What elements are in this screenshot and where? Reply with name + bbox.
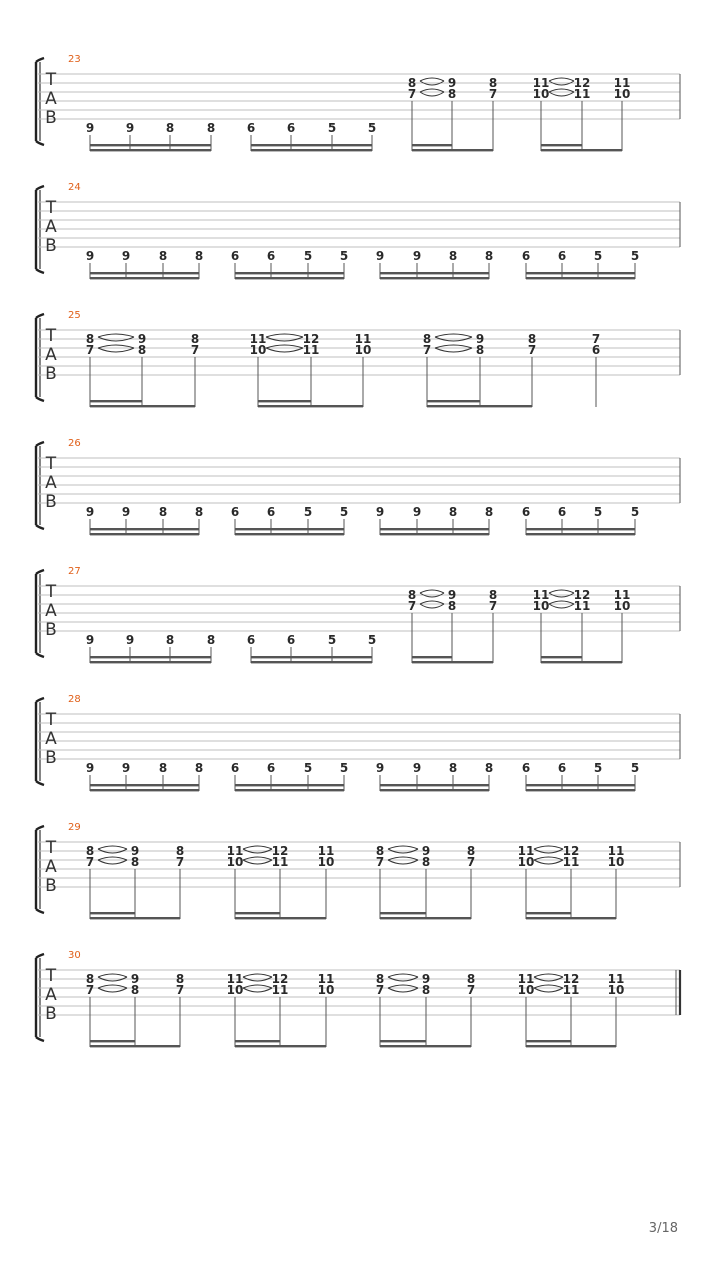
beam bbox=[412, 149, 493, 151]
fret-number: 9 bbox=[375, 505, 385, 519]
fret-number: 7 bbox=[85, 855, 95, 869]
slur-arc bbox=[549, 78, 574, 81]
slur-arc bbox=[388, 846, 418, 849]
measure-number: 23 bbox=[68, 54, 81, 65]
beam bbox=[90, 528, 199, 530]
fret-number: 8 bbox=[448, 505, 458, 519]
fret-number: 10 bbox=[532, 87, 550, 101]
slur-arc bbox=[98, 974, 127, 977]
tab-system bbox=[36, 438, 680, 535]
beam bbox=[90, 1045, 180, 1047]
beam bbox=[90, 400, 142, 402]
fret-number: 10 bbox=[517, 983, 535, 997]
fret-number: 9 bbox=[85, 121, 95, 135]
fret-number: 9 bbox=[475, 332, 485, 346]
slur-arc bbox=[549, 604, 574, 608]
fret-number: 6 bbox=[557, 249, 567, 263]
fret-number: 8 bbox=[447, 87, 457, 101]
fret-number: 6 bbox=[557, 505, 567, 519]
fret-number: 8 bbox=[484, 505, 494, 519]
fret-number: 8 bbox=[158, 249, 168, 263]
beam bbox=[380, 784, 489, 786]
beam bbox=[90, 277, 199, 279]
beam bbox=[541, 144, 582, 146]
beam bbox=[380, 533, 489, 535]
tab-system bbox=[36, 822, 680, 919]
fret-number: 12 bbox=[562, 972, 580, 986]
beam bbox=[235, 917, 326, 919]
slur-arc bbox=[388, 974, 418, 977]
beam bbox=[526, 784, 635, 786]
beam bbox=[526, 1040, 571, 1042]
fret-number: 5 bbox=[593, 761, 603, 775]
fret-number: 8 bbox=[466, 972, 476, 986]
fret-number: 5 bbox=[593, 505, 603, 519]
slur-arc bbox=[98, 846, 127, 849]
slur-arc bbox=[98, 334, 134, 337]
fret-number: 7 bbox=[466, 855, 476, 869]
beam bbox=[380, 1040, 426, 1042]
slur-arc bbox=[435, 334, 472, 337]
tab-clef-letter: A bbox=[45, 473, 57, 493]
beam bbox=[235, 533, 344, 535]
beam bbox=[526, 912, 571, 914]
fret-number: 6 bbox=[266, 761, 276, 775]
slur-arc bbox=[243, 846, 272, 849]
fret-number: 5 bbox=[303, 249, 313, 263]
fret-number: 9 bbox=[85, 633, 95, 647]
fret-number: 8 bbox=[375, 844, 385, 858]
beam bbox=[380, 277, 489, 279]
beam bbox=[235, 1045, 326, 1047]
fret-number: 9 bbox=[125, 121, 135, 135]
beam bbox=[251, 661, 372, 663]
fret-number: 11 bbox=[562, 855, 580, 869]
fret-number: 9 bbox=[447, 588, 457, 602]
fret-number: 8 bbox=[448, 761, 458, 775]
fret-number: 10 bbox=[226, 855, 244, 869]
beam bbox=[235, 784, 344, 786]
fret-number: 11 bbox=[271, 855, 289, 869]
fret-number: 9 bbox=[85, 761, 95, 775]
fret-number: 5 bbox=[593, 249, 603, 263]
fret-number: 8 bbox=[421, 983, 431, 997]
tab-clef-letter: B bbox=[45, 492, 57, 512]
fret-number: 8 bbox=[206, 121, 216, 135]
fret-number: 11 bbox=[573, 599, 591, 613]
fret-number: 9 bbox=[421, 972, 431, 986]
fret-number: 6 bbox=[246, 121, 256, 135]
fret-number: 6 bbox=[230, 505, 240, 519]
slur-arc bbox=[420, 92, 444, 96]
fret-number: 5 bbox=[327, 633, 337, 647]
tab-clef-letter: T bbox=[45, 710, 57, 730]
fret-number: 8 bbox=[165, 633, 175, 647]
beam bbox=[412, 661, 493, 663]
beam bbox=[235, 912, 280, 914]
fret-number: 8 bbox=[447, 599, 457, 613]
fret-number: 9 bbox=[421, 844, 431, 858]
tab-clef-letter: A bbox=[45, 89, 57, 109]
beam bbox=[90, 533, 199, 535]
fret-number: 7 bbox=[591, 332, 601, 346]
fret-number: 5 bbox=[630, 761, 640, 775]
tab-clef-letter: B bbox=[45, 364, 57, 384]
slur-arc bbox=[388, 988, 418, 992]
fret-number: 8 bbox=[488, 76, 498, 90]
fret-number: 7 bbox=[422, 343, 432, 357]
tab-system bbox=[36, 182, 680, 279]
fret-number: 8 bbox=[407, 588, 417, 602]
fret-number: 7 bbox=[190, 343, 200, 357]
beam bbox=[235, 277, 344, 279]
fret-number: 11 bbox=[271, 983, 289, 997]
beam bbox=[541, 661, 622, 663]
fret-number: 11 bbox=[249, 332, 267, 346]
fret-number: 9 bbox=[412, 249, 422, 263]
fret-number: 9 bbox=[121, 505, 131, 519]
fret-number: 10 bbox=[607, 855, 625, 869]
fret-number: 8 bbox=[158, 505, 168, 519]
tab-system bbox=[36, 694, 680, 791]
fret-number: 11 bbox=[532, 588, 550, 602]
fret-number: 5 bbox=[339, 505, 349, 519]
measure-number: 29 bbox=[68, 822, 81, 833]
fret-number: 12 bbox=[573, 76, 591, 90]
tab-clef-letter: B bbox=[45, 1004, 57, 1024]
fret-number: 8 bbox=[158, 761, 168, 775]
fret-number: 5 bbox=[630, 505, 640, 519]
fret-number: 8 bbox=[484, 761, 494, 775]
fret-number: 8 bbox=[475, 343, 485, 357]
tab-clef-letter: B bbox=[45, 748, 57, 768]
fret-number: 10 bbox=[226, 983, 244, 997]
measure-number: 25 bbox=[68, 310, 81, 321]
fret-number: 11 bbox=[607, 844, 625, 858]
tab-clef-letter: B bbox=[45, 108, 57, 128]
tab-clef-letter: T bbox=[45, 70, 57, 90]
slur-arc bbox=[243, 974, 272, 977]
beam bbox=[235, 1040, 280, 1042]
beam bbox=[380, 528, 489, 530]
fret-number: 8 bbox=[422, 332, 432, 346]
fret-number: 8 bbox=[421, 855, 431, 869]
beam bbox=[90, 149, 211, 151]
slur-arc bbox=[388, 860, 418, 864]
fret-number: 10 bbox=[613, 87, 631, 101]
fret-number: 11 bbox=[573, 87, 591, 101]
beam bbox=[251, 656, 372, 658]
beam bbox=[526, 528, 635, 530]
fret-number: 8 bbox=[206, 633, 216, 647]
fret-number: 12 bbox=[302, 332, 320, 346]
slur-arc bbox=[534, 860, 563, 864]
fret-number: 10 bbox=[613, 599, 631, 613]
page-number: 3/18 bbox=[648, 1221, 678, 1236]
fret-number: 12 bbox=[573, 588, 591, 602]
fret-number: 8 bbox=[130, 983, 140, 997]
fret-number: 5 bbox=[630, 249, 640, 263]
tab-clef-letter: T bbox=[45, 582, 57, 602]
beam bbox=[541, 149, 622, 151]
fret-number: 12 bbox=[271, 844, 289, 858]
fret-number: 9 bbox=[125, 633, 135, 647]
fret-number: 10 bbox=[317, 983, 335, 997]
tab-clef-letter: B bbox=[45, 876, 57, 896]
measure-number: 28 bbox=[68, 694, 81, 705]
beam bbox=[526, 1045, 616, 1047]
tab-clef-letter: B bbox=[45, 236, 57, 256]
fret-number: 8 bbox=[484, 249, 494, 263]
beam bbox=[526, 277, 635, 279]
fret-number: 9 bbox=[121, 249, 131, 263]
fret-number: 5 bbox=[303, 761, 313, 775]
fret-number: 8 bbox=[488, 588, 498, 602]
tab-clef-letter: A bbox=[45, 729, 57, 749]
fret-number: 8 bbox=[448, 249, 458, 263]
beam bbox=[251, 144, 372, 146]
tab-system bbox=[36, 310, 680, 407]
tab-clef-letter: A bbox=[45, 601, 57, 621]
fret-number: 11 bbox=[302, 343, 320, 357]
fret-number: 11 bbox=[613, 588, 631, 602]
beam bbox=[90, 144, 211, 146]
beam bbox=[90, 405, 195, 407]
fret-number: 8 bbox=[527, 332, 537, 346]
fret-number: 11 bbox=[226, 844, 244, 858]
fret-number: 7 bbox=[175, 983, 185, 997]
slur-arc bbox=[243, 860, 272, 864]
fret-number: 11 bbox=[317, 972, 335, 986]
fret-number: 9 bbox=[85, 505, 95, 519]
beam bbox=[541, 656, 582, 658]
slur-arc bbox=[420, 78, 444, 81]
fret-number: 7 bbox=[488, 87, 498, 101]
beam bbox=[90, 1040, 135, 1042]
slur-arc bbox=[266, 348, 303, 352]
fret-number: 8 bbox=[85, 972, 95, 986]
fret-number: 6 bbox=[286, 121, 296, 135]
tab-clef-letter: A bbox=[45, 217, 57, 237]
fret-number: 7 bbox=[407, 599, 417, 613]
fret-number: 7 bbox=[488, 599, 498, 613]
tab-clef-letter: A bbox=[45, 857, 57, 877]
beam bbox=[526, 272, 635, 274]
beam bbox=[412, 144, 452, 146]
fret-number: 6 bbox=[521, 761, 531, 775]
fret-number: 9 bbox=[412, 505, 422, 519]
fret-number: 6 bbox=[286, 633, 296, 647]
fret-number: 8 bbox=[137, 343, 147, 357]
fret-number: 11 bbox=[517, 844, 535, 858]
fret-number: 6 bbox=[557, 761, 567, 775]
beam bbox=[380, 272, 489, 274]
fret-number: 5 bbox=[303, 505, 313, 519]
fret-number: 10 bbox=[249, 343, 267, 357]
fret-number: 7 bbox=[85, 983, 95, 997]
fret-number: 7 bbox=[375, 983, 385, 997]
beam bbox=[258, 405, 363, 407]
fret-number: 11 bbox=[562, 983, 580, 997]
fret-number: 8 bbox=[194, 249, 204, 263]
slur-arc bbox=[243, 988, 272, 992]
tab-clef-letter: A bbox=[45, 345, 57, 365]
fret-number: 5 bbox=[339, 249, 349, 263]
fret-number: 8 bbox=[175, 844, 185, 858]
fret-number: 8 bbox=[165, 121, 175, 135]
fret-number: 11 bbox=[226, 972, 244, 986]
fret-number: 5 bbox=[367, 121, 377, 135]
beam bbox=[235, 789, 344, 791]
beam bbox=[526, 789, 635, 791]
fret-number: 12 bbox=[271, 972, 289, 986]
beam bbox=[380, 789, 489, 791]
fret-number: 5 bbox=[327, 121, 337, 135]
fret-number: 8 bbox=[190, 332, 200, 346]
tab-clef-letter: T bbox=[45, 454, 57, 474]
fret-number: 9 bbox=[447, 76, 457, 90]
tab-clef-letter: B bbox=[45, 620, 57, 640]
fret-number: 8 bbox=[194, 761, 204, 775]
measure-number: 26 bbox=[68, 438, 81, 449]
fret-number: 10 bbox=[607, 983, 625, 997]
beam bbox=[90, 912, 135, 914]
beam bbox=[90, 661, 211, 663]
slur-arc bbox=[98, 860, 127, 864]
fret-number: 7 bbox=[85, 343, 95, 357]
tab-clef-letter: A bbox=[45, 985, 57, 1005]
fret-number: 8 bbox=[194, 505, 204, 519]
tab-system bbox=[36, 54, 680, 151]
fret-number: 6 bbox=[230, 249, 240, 263]
fret-number: 9 bbox=[85, 249, 95, 263]
beam bbox=[235, 272, 344, 274]
slur-arc bbox=[98, 348, 134, 352]
beam bbox=[427, 400, 480, 402]
fret-number: 11 bbox=[517, 972, 535, 986]
fret-number: 7 bbox=[375, 855, 385, 869]
slur-arc bbox=[266, 334, 303, 337]
measure-number: 27 bbox=[68, 566, 81, 577]
beam bbox=[235, 528, 344, 530]
measure-number: 24 bbox=[68, 182, 81, 193]
slur-arc bbox=[534, 846, 563, 849]
beam bbox=[526, 917, 616, 919]
fret-number: 8 bbox=[175, 972, 185, 986]
fret-number: 7 bbox=[407, 87, 417, 101]
fret-number: 11 bbox=[317, 844, 335, 858]
slur-arc bbox=[435, 348, 472, 352]
fret-number: 9 bbox=[130, 844, 140, 858]
fret-number: 9 bbox=[412, 761, 422, 775]
fret-number: 6 bbox=[266, 505, 276, 519]
fret-number: 11 bbox=[354, 332, 372, 346]
beam bbox=[427, 405, 532, 407]
fret-number: 11 bbox=[532, 76, 550, 90]
fret-number: 8 bbox=[407, 76, 417, 90]
fret-number: 9 bbox=[121, 761, 131, 775]
fret-number: 6 bbox=[266, 249, 276, 263]
beam bbox=[258, 400, 311, 402]
fret-number: 12 bbox=[562, 844, 580, 858]
tab-clef-letter: T bbox=[45, 326, 57, 346]
fret-number: 6 bbox=[521, 505, 531, 519]
slur-arc bbox=[420, 604, 444, 608]
fret-number: 10 bbox=[317, 855, 335, 869]
fret-number: 8 bbox=[466, 844, 476, 858]
beam bbox=[380, 917, 471, 919]
measure-number: 30 bbox=[68, 950, 81, 961]
fret-number: 7 bbox=[466, 983, 476, 997]
fret-number: 10 bbox=[532, 599, 550, 613]
fret-number: 7 bbox=[175, 855, 185, 869]
fret-number: 11 bbox=[607, 972, 625, 986]
beam bbox=[90, 272, 199, 274]
beam bbox=[90, 917, 180, 919]
slur-arc bbox=[420, 590, 444, 593]
fret-number: 7 bbox=[527, 343, 537, 357]
fret-number: 5 bbox=[367, 633, 377, 647]
fret-number: 5 bbox=[339, 761, 349, 775]
fret-number: 9 bbox=[137, 332, 147, 346]
fret-number: 6 bbox=[230, 761, 240, 775]
beam bbox=[380, 1045, 471, 1047]
slur-arc bbox=[549, 92, 574, 96]
beam bbox=[251, 149, 372, 151]
beam bbox=[526, 533, 635, 535]
beam bbox=[412, 656, 452, 658]
tab-clef-letter: T bbox=[45, 966, 57, 986]
tab-system bbox=[36, 566, 680, 663]
fret-number: 8 bbox=[375, 972, 385, 986]
slur-arc bbox=[534, 988, 563, 992]
beam bbox=[90, 656, 211, 658]
beam bbox=[90, 789, 199, 791]
fret-number: 6 bbox=[521, 249, 531, 263]
fret-number: 8 bbox=[85, 844, 95, 858]
tab-clef-letter: T bbox=[45, 198, 57, 218]
fret-number: 10 bbox=[517, 855, 535, 869]
fret-number: 6 bbox=[591, 343, 601, 357]
fret-number: 9 bbox=[130, 972, 140, 986]
fret-number: 9 bbox=[375, 249, 385, 263]
beam bbox=[380, 912, 426, 914]
slur-arc bbox=[549, 590, 574, 593]
tab-clef-letter: T bbox=[45, 838, 57, 858]
fret-number: 8 bbox=[130, 855, 140, 869]
slur-arc bbox=[534, 974, 563, 977]
fret-number: 8 bbox=[85, 332, 95, 346]
slur-arc bbox=[98, 988, 127, 992]
fret-number: 11 bbox=[613, 76, 631, 90]
fret-number: 9 bbox=[375, 761, 385, 775]
tab-system bbox=[36, 950, 680, 1047]
beam bbox=[90, 784, 199, 786]
fret-number: 6 bbox=[246, 633, 256, 647]
fret-number: 10 bbox=[354, 343, 372, 357]
